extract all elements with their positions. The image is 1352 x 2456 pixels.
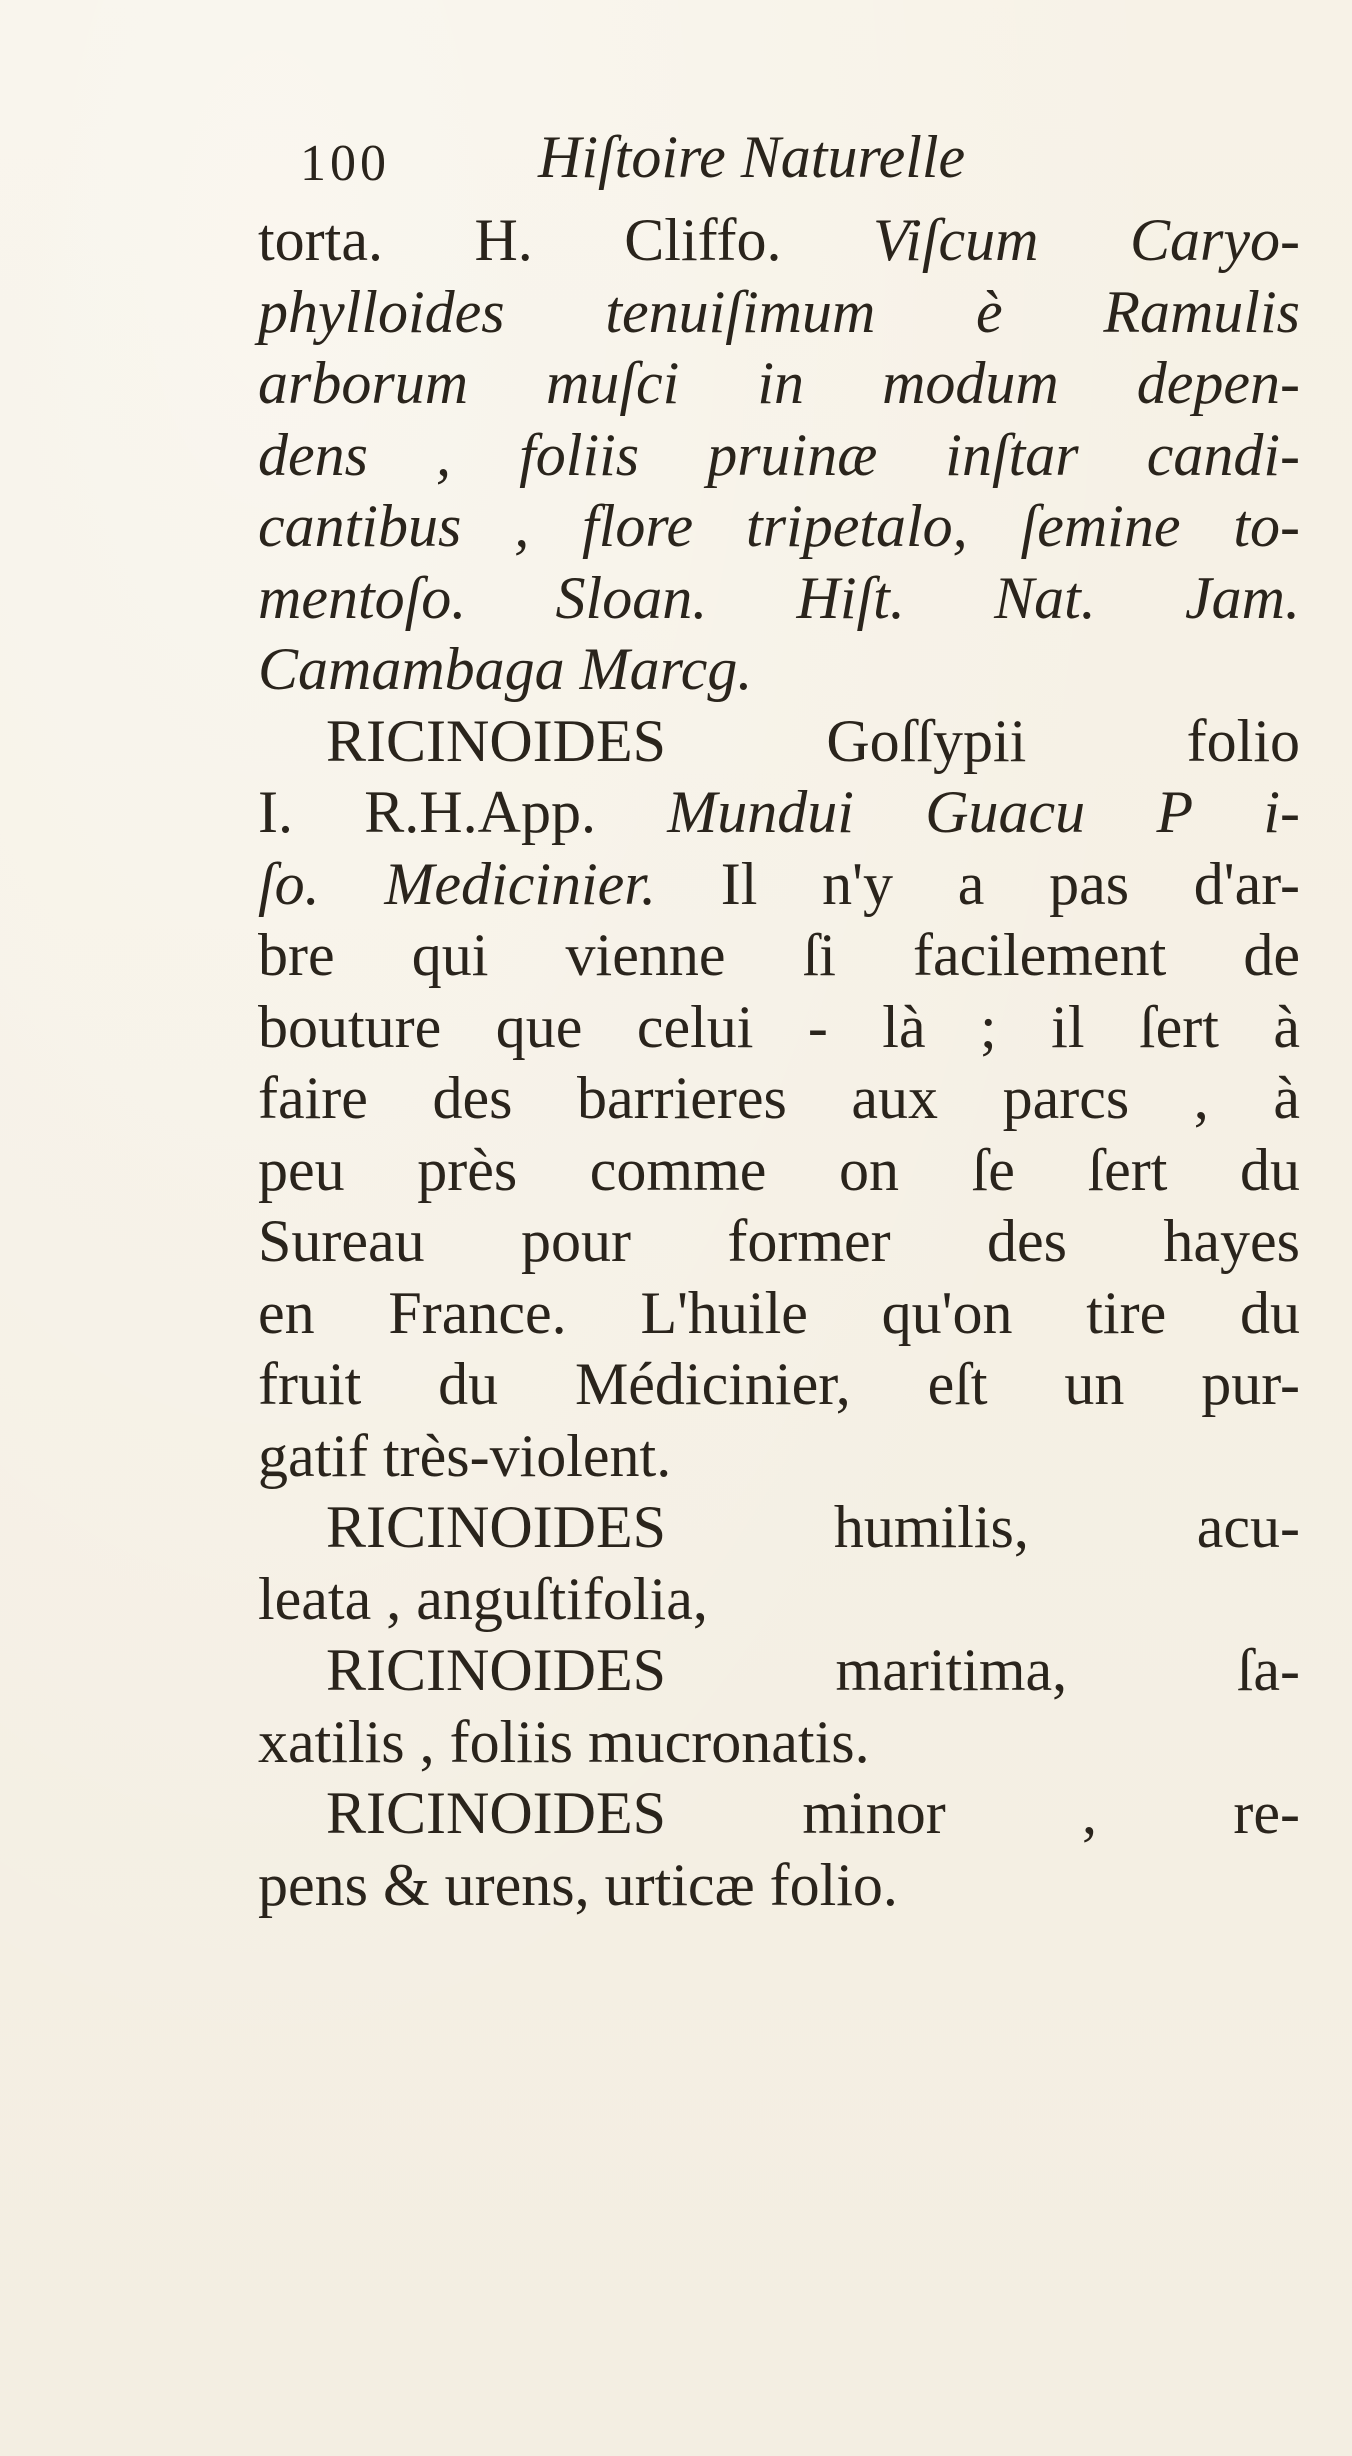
text-line [258,491,1300,563]
roman-segment: bouture que celui - là ; il ſert à [258,993,1300,1060]
roman-segment: xatilis , foliis mucronatis. [258,1708,870,1775]
text-line [258,777,1300,849]
text-line [258,420,1300,492]
italic-segment: Mundui Guacu P i- [667,779,1300,845]
roman-segment: gatif très-violent. [258,1422,672,1489]
roman-segment: torta. H. Cliffo. [258,207,874,273]
text-line [258,563,1300,635]
page-number: 100 [300,135,390,192]
text-line [258,277,1300,349]
text-line [258,1635,1300,1707]
roman-segment: faire des barrieres aux parcs , à [258,1065,1300,1131]
page-header [258,110,1300,205]
running-title: Hiſtoire Naturelle [538,124,966,190]
text-line [258,1492,1300,1564]
text-line [258,1778,1300,1850]
roman-segment: bre qui vienne ſi facilement de [258,922,1300,988]
text-line [258,1135,1300,1207]
text-line [258,706,1300,778]
text-line [258,1564,1300,1636]
roman-segment: leata , anguſtifolia, [258,1565,708,1632]
roman-segment: pens & urens, urticæ folio. [258,1851,898,1918]
roman-segment: Il n'y a pas d'ar- [720,850,1300,917]
text-line [258,992,1300,1064]
italic-segment: mentoſo. Sloan. Hiſt. Nat. Jam. [258,564,1300,631]
italic-segment: arborum muſci in modum depen- [258,350,1300,416]
text-line [258,849,1300,921]
text-line [258,920,1300,992]
roman-segment: RICINOIDES Goſſypii folio [326,707,1300,774]
roman-segment: RICINOIDES humilis, acu- [326,1494,1300,1560]
text-line [258,1206,1300,1278]
roman-segment: RICINOIDES minor , re- [326,1780,1300,1846]
roman-segment: Sureau pour former des hayes [258,1208,1300,1274]
roman-segment: RICINOIDES maritima, ſa- [326,1637,1300,1703]
text-line [258,634,1300,706]
italic-segment: ſo. Medicinier. [258,850,721,917]
italic-segment: Viſcum Caryo- [873,207,1300,273]
italic-segment: phylloides tenuiſimum è Ramulis [258,278,1300,345]
text-line [258,348,1300,420]
text-line [258,1850,1300,1922]
roman-segment: peu près comme on ſe ſert du [258,1136,1300,1203]
text-line [258,1349,1300,1421]
roman-segment: en France. L'huile qu'on tire du [258,1279,1300,1346]
roman-segment: fruit du Médicinier, eſt un pur- [258,1351,1300,1417]
italic-segment: dens , foliis pruinæ inſtar candi- [258,421,1300,488]
text-line [258,1707,1300,1779]
text-line [258,1278,1300,1350]
text-line [258,1421,1300,1493]
italic-segment: cantibus , flore tripetalo, ſemine to- [258,493,1300,559]
text-line [258,205,1300,277]
roman-segment: I. R.H.App. [258,779,668,845]
italic-segment: Camambaga Marcg. [258,636,753,702]
text-line [258,1063,1300,1135]
body-text [258,205,1300,1921]
text-block [258,110,1300,1921]
